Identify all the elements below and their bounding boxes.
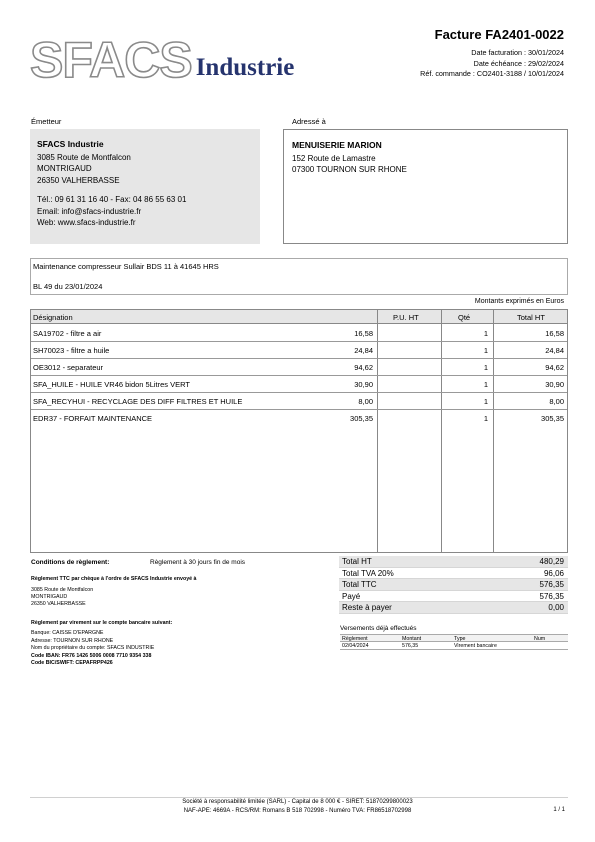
total-label: Total TTC (342, 580, 377, 589)
bic: Code BIC/SWIFT: CEPAFRPP426 (31, 660, 113, 666)
cell-pu: 24,84 (354, 346, 373, 355)
destinataire-block (283, 129, 568, 244)
col-divider (493, 310, 494, 552)
cell-designation: SFA_HUILE - HUILE VR46 bidon 5Litres VERT (33, 380, 191, 389)
versements-title: Versements déjà effectués (340, 625, 417, 632)
total-row (339, 579, 568, 591)
versement-montant: 576,35 (402, 643, 419, 649)
emetteur-label: Émetteur (31, 117, 62, 126)
versements-header-reglement: Règlement (342, 636, 368, 642)
col-divider (377, 310, 378, 552)
logo-suffix: Industrie (195, 54, 295, 81)
cheque-address-line: 26350 VALHERBASSE (31, 601, 86, 607)
total-value: 576,35 (539, 591, 564, 601)
cheque-address-line: MONTRIGAUD (31, 594, 68, 600)
cell-qty: 1 (483, 380, 488, 389)
logo-brand: SFACS (30, 32, 192, 88)
invoice-meta (420, 48, 564, 80)
cell-designation: SH70023 - filtre a huile (33, 346, 110, 355)
total-row (339, 556, 568, 568)
total-row (339, 568, 568, 580)
row-divider (31, 409, 567, 410)
header-qty: Qté (458, 313, 471, 322)
cheque-address (31, 587, 93, 608)
account-owner: Nom du propriétaire du compte: SFACS INDUSTRIE (31, 645, 155, 651)
destinataire-name: MENUISERIE MARION (292, 140, 382, 150)
versement-row (340, 642, 568, 650)
cell-designation: EDR37 - FORFAIT MAINTENANCE (33, 414, 153, 423)
cell-pu: 94,62 (354, 363, 373, 372)
versements-table (340, 634, 568, 650)
cheque-address-line: 3085 Route de Montfalcon (31, 587, 94, 593)
cell-total: 94,62 (545, 363, 564, 372)
total-row (339, 602, 568, 614)
footer (0, 798, 595, 816)
emetteur-email: Email: info@sfacs-industrie.fr (37, 206, 142, 216)
total-value: 96,06 (543, 568, 564, 578)
cell-total: 8,00 (549, 397, 564, 406)
emetteur-name: SFACS Industrie (37, 139, 104, 149)
row-divider (31, 341, 567, 342)
total-value: 480,29 (539, 557, 564, 566)
bank-address: Adresse: TOURNON SUR RHONE (31, 637, 114, 644)
date-facturation: Date facturation : 30/01/2024 (471, 48, 564, 57)
cheque-title: Règlement TTC par chèque à l'ordre de SFACS Industrie envoyé à (31, 576, 197, 582)
totals-block (339, 556, 568, 614)
table-header (31, 310, 567, 324)
cell-designation: SFA_RECYHUI - RECYCLAGE DES DIFF FILTRES ET HUILE (33, 397, 243, 406)
company-logo (30, 32, 295, 88)
total-value: 576,35 (539, 580, 564, 589)
cell-pu: 8,00 (358, 397, 373, 406)
versement-type: Virement bancaire (454, 643, 497, 649)
cell-designation: SA19702 - filtre a air (33, 329, 102, 338)
total-label: Payé (342, 591, 361, 601)
versements-header (340, 634, 568, 642)
cell-designation: OE3012 - separateur (33, 363, 104, 372)
cell-qty: 1 (483, 414, 488, 423)
row-divider (31, 358, 567, 359)
delivery-note: BL 49 du 23/01/2024 (33, 282, 103, 291)
cell-pu: 16,58 (354, 329, 373, 338)
bank-name: Banque: CAISSE D'EPARGNE (31, 630, 104, 636)
total-label: Total HT (342, 557, 372, 566)
emetteur-block (30, 129, 260, 244)
cell-qty: 1 (483, 397, 488, 406)
items-table (30, 309, 568, 553)
cell-pu: 305,35 (350, 414, 373, 423)
cell-total: 30,90 (545, 380, 564, 389)
cell-qty: 1 (483, 329, 488, 338)
col-divider (441, 310, 442, 552)
versements-header-num: Num (534, 636, 546, 642)
date-echeance: Date échéance : 29/02/2024 (473, 58, 564, 68)
conditions-value: Règlement à 30 jours fin de mois (150, 559, 246, 566)
footer-registration: NAF-APE: 4669A - RCS/RM: Romans B 518 702998 - Numéro TVA: FR86518702998 (183, 808, 412, 814)
virement-title: Règlement par virement sur le compte bancaire suivant: (31, 620, 173, 626)
versements-header-type: Type (454, 636, 466, 642)
bank-details (31, 630, 154, 668)
destinataire-postcode: 07300 TOURNON SUR RHONE (292, 165, 407, 174)
conditions-label: Conditions de règlement: (31, 559, 110, 566)
header-total: Total HT (517, 313, 545, 322)
cell-pu: 30,90 (354, 380, 373, 389)
currency-note: Montants exprimés en Euros (474, 298, 564, 305)
total-value: 0,00 (548, 603, 564, 612)
emetteur-city: MONTRIGAUD (37, 164, 92, 173)
versement-reglement: 02/04/2024 (342, 643, 369, 649)
row-divider (31, 375, 567, 376)
versements-header-montant: Montant (402, 636, 422, 642)
total-label: Reste à payer (342, 603, 392, 612)
emetteur-phone: Tél.: 09 61 31 16 40 - Fax: 04 86 55 63 01 (37, 195, 187, 204)
cell-total: 24,84 (545, 346, 564, 355)
total-label: Total TVA 20% (342, 568, 394, 578)
footer-legal: Société à responsabilité limitée (SARL) - Capital de 8 000 € - SIRET: 51870299800023 (182, 799, 413, 805)
emetteur-address: 3085 Route de Montfalcon (37, 152, 131, 162)
destinataire-address: 152 Route de Lamastre (292, 153, 376, 163)
description-block (30, 258, 568, 295)
header-designation: Désignation (33, 313, 73, 322)
cell-total: 305,35 (541, 414, 564, 423)
row-divider (31, 392, 567, 393)
page-number: 1 / 1 (553, 807, 565, 813)
destinataire-label: Adressé à (292, 117, 326, 126)
cell-qty: 1 (483, 346, 488, 355)
emetteur-postcode: 26350 VALHERBASSE (37, 175, 120, 185)
total-row (339, 591, 568, 603)
ref-commande: Réf. commande : CO2401-3188 / 10/01/2024 (420, 69, 564, 78)
emetteur-web: Web: www.sfacs-industrie.fr (37, 218, 136, 227)
invoice-title: Facture FA2401-0022 (434, 27, 564, 42)
iban: Code IBAN: FR76 1426 5006 0008 7710 9354 338 (31, 652, 152, 659)
cell-total: 16,58 (545, 329, 564, 338)
description-line: Maintenance compresseur Sullair BDS 11 à 41645 HRS (33, 262, 219, 271)
versements-body (340, 642, 568, 650)
cell-qty: 1 (483, 363, 488, 372)
header-pu: P.U. HT (393, 313, 419, 322)
